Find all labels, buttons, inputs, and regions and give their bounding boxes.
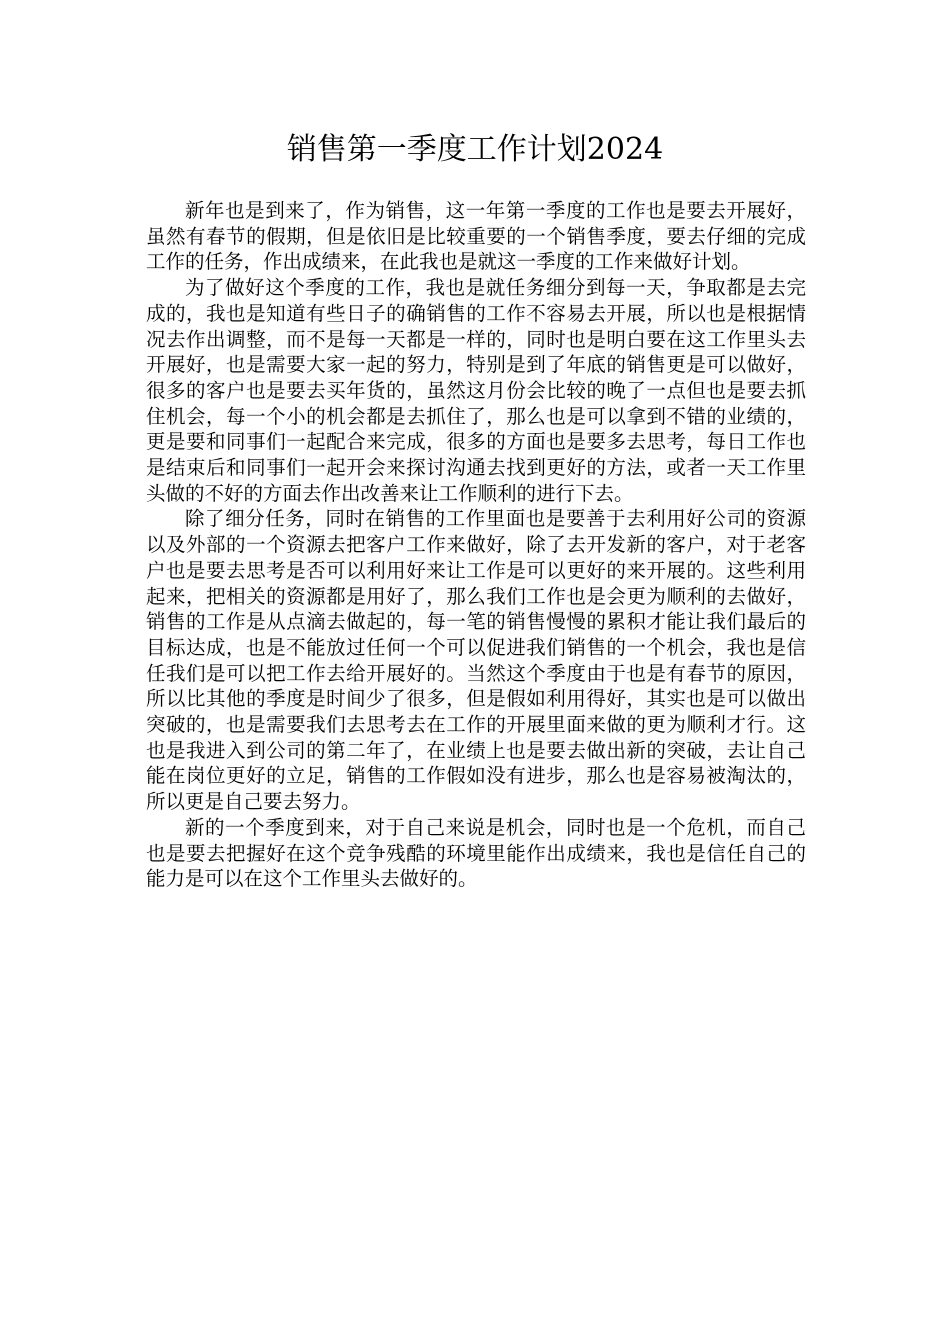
paragraph-1: 新年也是到来了，作为销售，这一年第一季度的工作也是要去开展好，虽然有春节的假期，但是依旧是比较重要的一个销售季度，要去仔细的完成工作的任务，作出成绩来，在此我也是就这一季度的工作来做好计划。 [146, 199, 806, 274]
document-body [146, 198, 806, 892]
paragraph-4: 新的一个季度到来，对于自己来说是机会，同时也是一个危机，而自己也是要去把握好在这个竞争残酷的环境里能作出成绩来，我也是信任自己的能力是可以在这个工作里头去做好的。 [146, 815, 806, 891]
paragraph-3: 除了细分任务，同时在销售的工作里面也是要善于去利用好公司的资源以及外部的一个资源去把客户工作来做好，除了去开发新的客户，对于老客户也是要去思考是否可以利用好来让工作是可以更好的来开展的。这些利用起来，把相关的资源都是用好了，那么我们工作也是会更为顺利的去做好，销售的工作是从点滴去做起的，每一笔的销售慢慢的累积才能让我们最后的目标达成，也是不能放过任何一个可以促进我们销售的一个机会，我也是信任我们是可以把工作去给开展好的。当然这个季度由于也是有春节的原因，所以比其他的季度是时间少了很多，但是假如利用得好，其实也是可以做出突破的，也是需要我们去思考去在工作的开展里面来做的更为顺利才行。这也是我进入到公司的第二年了，在业绩上也是要去做出新的突破，去让自己能在岗位更好的立足，销售的工作假如没有进步，那么也是容易被淘汰的，所以更是自己要去努力。 [146, 507, 806, 814]
document-title: 销售第一季度工作计划2024 [286, 132, 664, 167]
paragraph-2: 为了做好这个季度的工作，我也是就任务细分到每一天，争取都是去完成的，我也是知道有些日子的确销售的工作不容易去开展，所以也是根据情况去作出调整，而不是每一天都是一样的，同时也是明白要在这工作里头去开展好，也是需要大家一起的努力，特别是到了年底的销售更是可以做好，很多的客户也是要去买年货的，虽然这月份会比较的晚了一点但也是要去抓住机会，每一个小的机会都是去抓住了，那么也是可以拿到不错的业绩的，更是要和同事们一起配合来完成，很多的方面也是要多去思考，每日工作也是结束后和同事们一起开会来探讨沟通去找到更好的方法，或者一天工作里头做的不好的方面去作出改善来让工作顺利的进行下去。 [146, 276, 806, 505]
